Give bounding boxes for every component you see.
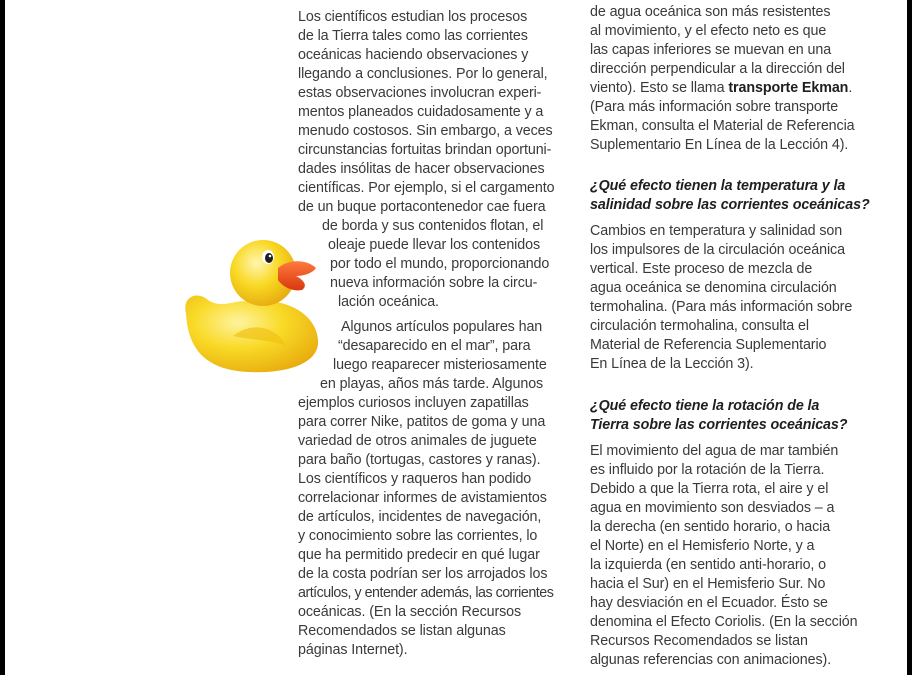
text-line: circunstancias fortuitas brindan oportuni- <box>298 142 552 158</box>
text-line: Cambios en temperatura y salinidad son <box>590 223 843 239</box>
text-line: vertical. Este proceso de mezcla de <box>590 261 813 277</box>
text-line: dades insólitas de hacer observaciones <box>298 161 545 177</box>
text-line: oceánicas. (En la sección Recursos <box>298 604 522 620</box>
text-line: correlacionar informes de avistamientos <box>298 490 547 506</box>
text-line: las capas inferiores se muevan en una <box>590 42 832 58</box>
text-line: variedad de otros animales de juguete <box>298 433 537 449</box>
section-heading: salinidad sobre las corrientes oceánicas? <box>590 197 870 213</box>
text-line: por todo el mundo, proporcionando <box>330 256 550 272</box>
page-edge-right <box>907 0 912 675</box>
text-line: El movimiento del agua de mar también <box>590 443 839 459</box>
text-line: circulación termohalina, consulta el <box>590 318 809 334</box>
text-line: científicas. Por ejemplo, si el cargamento <box>298 180 555 196</box>
cropped-heading-fragment <box>118 0 278 2</box>
text-line: de artículos, incidentes de navegación, <box>298 509 542 525</box>
text-line: menudo costosos. Sin embargo, a veces <box>298 123 553 139</box>
text-line: de agua oceánica son más resistentes <box>590 4 831 20</box>
text-line: “desaparecido en el mar”, para <box>338 338 531 354</box>
text-line: Recursos Recomendados se listan <box>590 633 808 649</box>
section-heading: Tierra sobre las corrientes oceánicas? <box>590 417 848 433</box>
text-line: el Norte) en el Hemisferio Norte, y a <box>590 538 815 554</box>
text-line: artículos, y entender además, las corrientes <box>298 585 554 601</box>
section-heading: ¿Qué efecto tienen la temperatura y la <box>590 178 846 194</box>
text-line: algunas referencias con animaciones). <box>590 652 832 668</box>
text-line: de la Tierra tales como las corrientes <box>298 28 528 44</box>
text-line: páginas Internet). <box>298 642 408 658</box>
text-line: denomina el Efecto Coriolis. (En la sección <box>590 614 858 630</box>
text-line: (Para más información sobre transporte <box>590 99 839 115</box>
text-line: hacia el Sur) en el Hemisferio Sur. No <box>590 576 826 592</box>
text-line: para correr Nike, patitos de goma y una <box>298 414 546 430</box>
text-line: dirección perpendicular a la dirección del <box>590 61 845 77</box>
text-run: viento). Esto se llama <box>590 80 729 96</box>
text-line: y conocimiento sobre las corrientes, lo <box>298 528 538 544</box>
text-line: lación oceánica. <box>338 294 439 310</box>
text-line: los impulsores de la circulación oceánica <box>590 242 845 258</box>
text-line: de la costa podrían ser los arrojados los <box>298 566 548 582</box>
text-line: de un buque portacontenedor cae fuera <box>298 199 546 215</box>
text-line: en playas, años más tarde. Algunos <box>320 376 544 392</box>
rubber-duck-icon <box>178 228 328 378</box>
text-line: oleaje puede llevar los contenidos <box>328 237 540 253</box>
text-line: oceánicas haciendo observaciones y <box>298 47 529 63</box>
text-line: al movimiento, y el efecto neto es que <box>590 23 827 39</box>
text-line: hay desviación en el Ecuador. Ésto se <box>590 595 828 611</box>
text-line: luego reaparecer misteriosamente <box>333 357 547 373</box>
text-line: de borda y sus contenidos flotan, el <box>322 218 544 234</box>
text-line: agua oceánica se denomina circulación <box>590 280 837 296</box>
text-line: Debido a que la Tierra rota, el aire y el <box>590 481 829 497</box>
text-run: . <box>848 80 853 96</box>
text-line: Los científicos estudian los procesos <box>298 9 528 25</box>
text-line: Ekman, consulta el Material de Referencia <box>590 118 855 134</box>
text-line: es influido por la rotación de la Tierra. <box>590 462 825 478</box>
term-transporte-ekman: transporte Ekman <box>728 80 849 96</box>
text-line: que ha permitido predecir en qué lugar <box>298 547 540 563</box>
section-heading: ¿Qué efecto tiene la rotación de la <box>590 398 820 414</box>
text-line: llegando a conclusiones. Por lo general, <box>298 66 548 82</box>
text-line: estas observaciones involucran experi- <box>298 85 542 101</box>
text-line-ekman <box>590 79 852 98</box>
text-line: la izquierda (en sentido anti-horario, o <box>590 557 827 573</box>
text-line: nueva información sobre la circu- <box>330 275 538 291</box>
text-line: la derecha (en sentido horario, o hacia <box>590 519 831 535</box>
text-line: Recomendados se listan algunas <box>298 623 506 639</box>
text-line: Algunos artículos populares han <box>341 319 543 335</box>
text-line: En Línea de la Lección 3). <box>590 356 754 372</box>
text-line: Material de Referencia Suplementario <box>590 337 827 353</box>
text-line: para baño (tortugas, castores y ranas). <box>298 452 541 468</box>
text-line: Suplementario En Línea de la Lección 4). <box>590 137 849 153</box>
page-edge-left <box>0 0 5 675</box>
text-line: mentos planeados cuidadosamente y a <box>298 104 544 120</box>
text-line: termohalina. (Para más información sobre <box>590 299 853 315</box>
text-line: agua en movimiento son desviados – a <box>590 500 835 516</box>
text-line: ejemplos curiosos incluyen zapatillas <box>298 395 529 411</box>
text-line: Los científicos y raqueros han podido <box>298 471 532 487</box>
